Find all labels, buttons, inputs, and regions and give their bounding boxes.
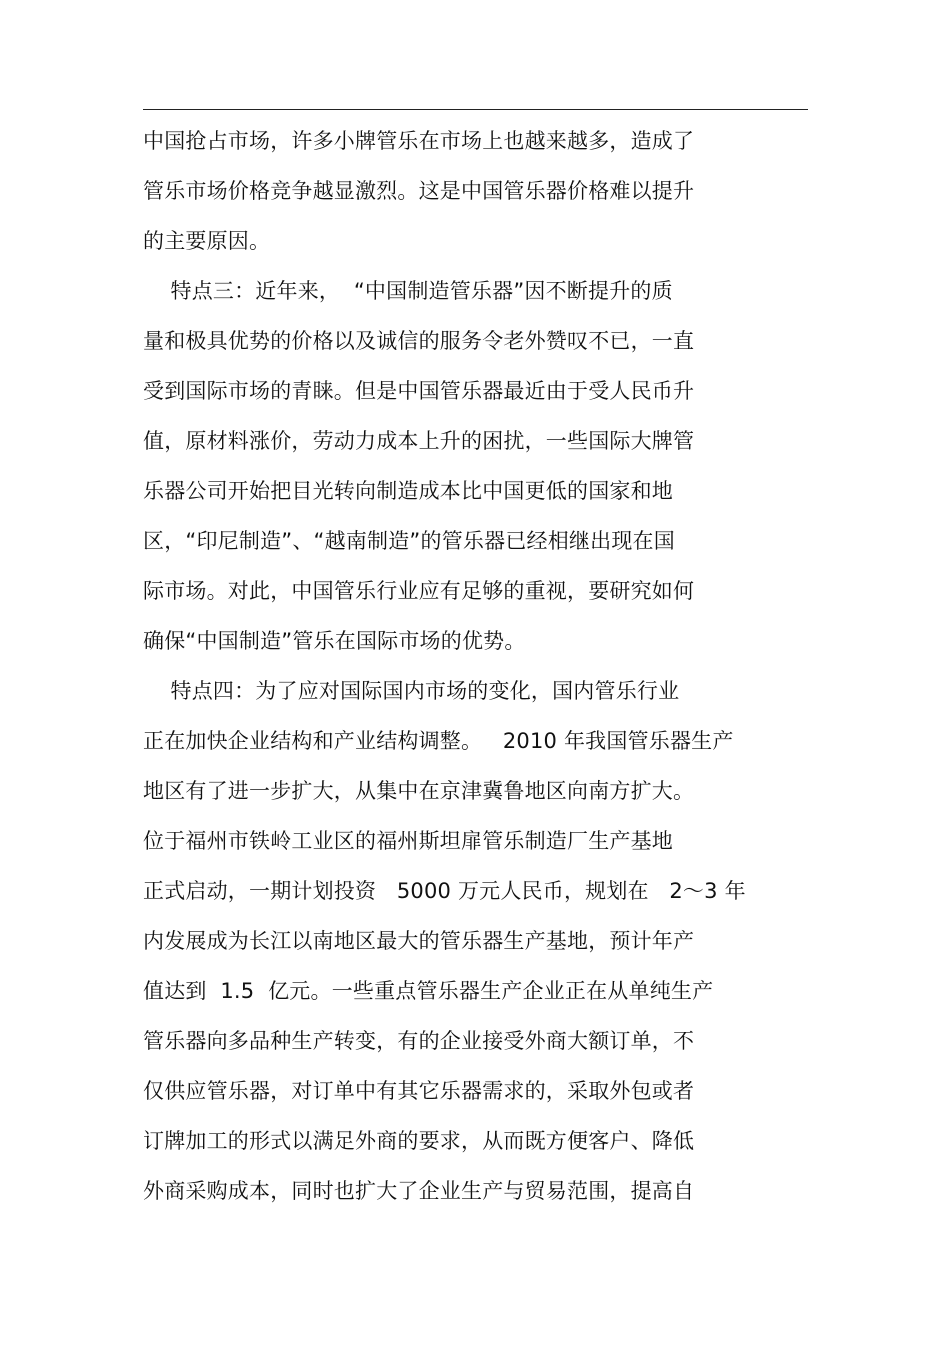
text-line: 管乐市场价格竞争越显激烈。这是中国管乐器价格难以提升 (143, 179, 695, 203)
text-line: 中国抢占市场，许多小牌管乐在市场上也越来越多，造成了 (143, 129, 695, 153)
text-line: 特点四：为了应对国际国内市场的变化，国内管乐行业 (143, 679, 680, 703)
text-line: 位于福州市铁岭工业区的福州斯坦扉管乐制造厂生产基地 (143, 829, 673, 853)
text-line: 际市场。对此，中国管乐行业应有足够的重视，要研究如何 (143, 579, 695, 603)
text-line: 正式启动，一期计划投资 5000 万元人民币，规划在 2～3 年 (143, 879, 746, 903)
text-line: 值达到 1.5 亿元。一些重点管乐器生产企业正在从单纯生产 (143, 979, 714, 1003)
header-rule (143, 109, 808, 110)
text-line: 仅供应管乐器，对订单中有其它乐器需求的，采取外包或者 (143, 1079, 695, 1103)
text-line: 地区有了进一步扩大，从集中在京津冀鲁地区向南方扩大。 (143, 779, 695, 803)
text-line: 乐器公司开始把目光转向制造成本比中国更低的国家和地 (143, 479, 673, 503)
text-line: 正在加快企业结构和产业结构调整。 2010 年我国管乐器生产 (143, 729, 734, 753)
text-line: 区，“印尼制造”、“越南制造”的管乐器已经相继出现在国 (143, 529, 675, 553)
text-line: 管乐器向多品种生产转变，有的企业接受外商大额订单，不 (143, 1029, 695, 1053)
text-line: 确保“中国制造”管乐在国际市场的优势。 (143, 629, 526, 653)
text-line: 的主要原因。 (143, 229, 271, 253)
text-line: 量和极具优势的价格以及诚信的服务令老外赞叹不已，一直 (143, 329, 695, 353)
text-line: 特点三：近年来， “中国制造管乐器”因不断提升的质 (143, 279, 673, 303)
text-line: 受到国际市场的青睐。但是中国管乐器最近由于受人民币升 (143, 379, 695, 403)
text-line: 外商采购成本，同时也扩大了企业生产与贸易范围，提高自 (143, 1179, 695, 1203)
text-line: 内发展成为长江以南地区最大的管乐器生产基地，预计年产 (143, 929, 695, 953)
text-line: 值，原材料涨价，劳动力成本上升的困扰，一些国际大牌管 (143, 429, 695, 453)
text-line: 订牌加工的形式以满足外商的要求，从而既方便客户、降低 (143, 1129, 695, 1153)
